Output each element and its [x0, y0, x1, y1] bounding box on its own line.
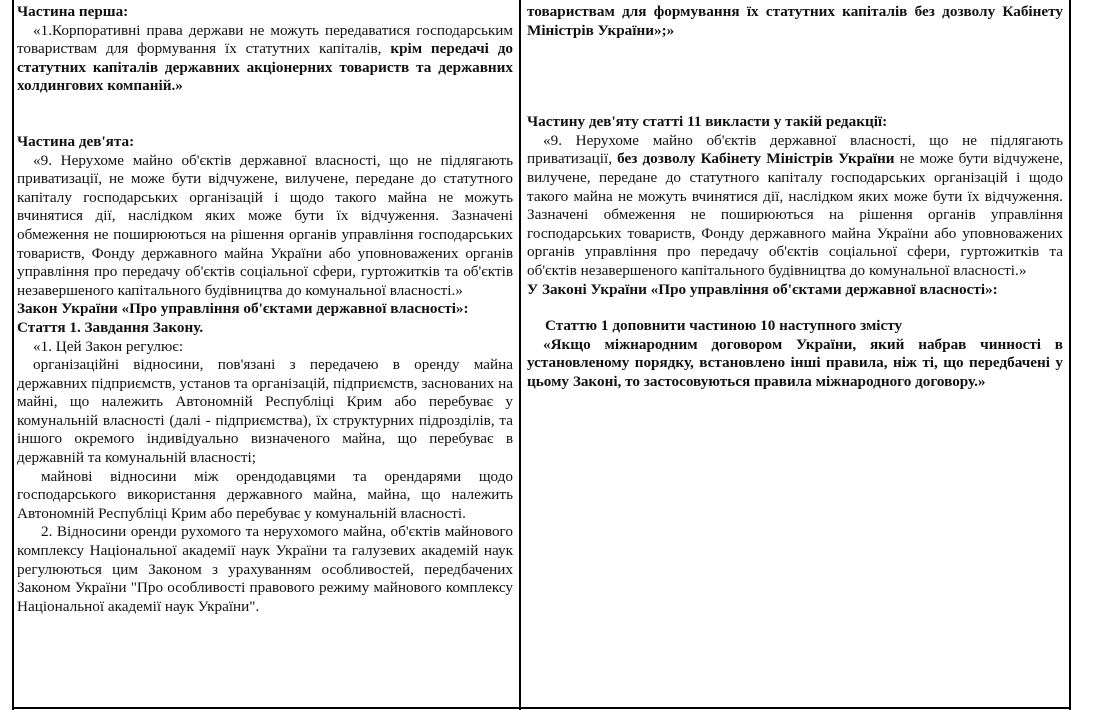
spacer: [527, 40, 1063, 77]
paragraph1-item2: майнові відносини між орендодавцями та орендарями щодо господарського використання державного майна, майна, що належить Автономній Республіці Крим або перебуває у комунальній власності.: [17, 467, 513, 522]
part1-quote-text: «1.Корпоративні права держави не можуть передаватися господарським товариствам для формування їх статутних капіталів,: [17, 21, 513, 58]
part9-text: «9. Нерухоме майно об'єктів державної власності, що не підлягають приватизації, не може бути відчужене, вилучене, передане до статутного капіталу господарських організацій і щодо такого майна не можуть вчинятися дії, наслідком яких може бути їх відчуження. Зазначені обмеження не поширюються на рішення органів управління господарських товариств, Фонду державного майна України або уповноважених органів управління про передачу об'єктів соціальної сфери, гуртожитків та об'єктів незавершеного капітального будівництва до комунальної власності.»: [17, 151, 513, 299]
table-column-divider: [519, 0, 521, 710]
spacer: [527, 95, 1063, 113]
part1-quote-bold: крім передачі до статутних капіталів державних акціонерних товариств та державних холдингових компаній.»: [17, 40, 513, 95]
part9-new-text: [527, 132, 1063, 281]
part1-quote: [17, 22, 513, 96]
part9-text-bold: без дозволу Кабінету Міністрів України: [617, 150, 895, 168]
right-column: [527, 3, 1063, 392]
law-instruction: У Законі України «Про управління об'єктами державної власності»:: [527, 280, 998, 298]
table-left-border: [12, 0, 14, 710]
law-heading: Закон України «Про управління об'єктами державної власності»:: [17, 300, 469, 318]
table-right-border: [1069, 0, 1071, 710]
spacer: [527, 77, 1063, 95]
part9-text-b: не може бути відчужене, вилучене, передане до статутного капіталу господарських організацій і щодо такого майна не можуть вчинятися дії, наслідком яких може бути їх відчуження. Зазначені обмеження не поширюються на рішення органів управління господарських товариств, Фонду державного майна України або уповноважених органів управління про передачу об'єктів соціальної сфери, гуртожитків та об'єктів незавершеного капітального будівництва до комунальної власності.»: [527, 150, 1064, 279]
part9-heading: Частина дев'ята:: [17, 132, 135, 150]
article1-instruction: Статтю 1 доповнити частиною 10 наступного змісту: [545, 317, 903, 335]
part9-text-a: «9. Нерухоме майно об'єктів державної власності, що не підлягають приватизації,: [527, 131, 1063, 168]
paragraph1-item1: організаційні відносини, пов'язані з передачею в оренду майна державних підприємств, установ та організацій, підприємств, заснованих на майні, що належить Автономній Республіці Крим або перебуває у комунальній власності (далі - підприємства), їх структурних підрозділів, та іншого окремого індивідуально визначеного майна, що перебуває в державній та комунальній власності;: [17, 356, 513, 467]
paragraph2: 2. Відносини оренди рухомого та нерухомого майна, об'єктів майнового комплексу Національної академії наук України та галузевих академій наук регулюються цим Законом з урахуванням особливостей, передбачених Законом України "Про особливості правового режиму майнового комплексу Національної академії наук України".: [17, 523, 513, 615]
part9-instruction: Частину дев'яту статті 11 викласти у такій редакції:: [527, 113, 888, 131]
article1-heading: Стаття 1. Завдання Закону.: [17, 318, 204, 336]
part1-continuation: товариствам для формування їх статутних капіталів без дозволу Кабінету Міністрів України»;»: [527, 3, 1063, 39]
left-column: [17, 3, 513, 616]
table-bottom-border: [12, 707, 1071, 709]
spacer: [17, 96, 513, 133]
article1-new-text: «Якщо міжнародним договором України, який набрав чинності в установленому порядку, встановлено інші правила, ніж ті, що передбачені у цьому Законі, то застосовуються правила міжнародного договору.»: [527, 335, 1063, 390]
part1-heading: Частина перша:: [17, 3, 129, 20]
paragraph1-intro: «1. Цей Закон регулює:: [33, 337, 184, 355]
spacer: [527, 299, 1063, 317]
